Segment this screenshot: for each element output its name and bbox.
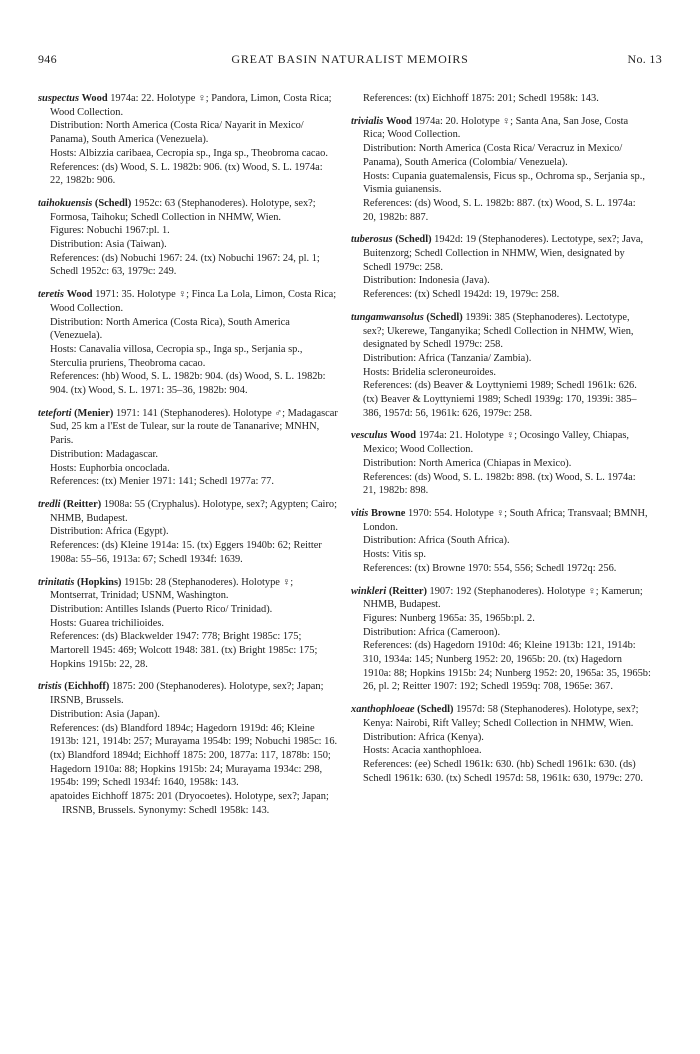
entry-detail: Hosts: Euphorbia oncoclada. [50,462,170,474]
species-entry [351,311,651,421]
species-author: (Schedl) [426,311,463,323]
entry-detail: Distribution: Africa (Egypt). [50,526,169,538]
running-title: GREAT BASIN NATURALIST MEMOIRS [231,52,469,66]
species-name: trinitatis [38,576,75,588]
species-author: (Eichhoff) [64,681,110,693]
species-entry [38,407,338,489]
entry-detail: Distribution: Indonesia (Java). [363,275,490,287]
species-entry [38,576,338,672]
synonym-entry: apatoides Eichhoff 1875: 201 (Dryocoetes). Holotype, sex?; Japan; IRSNB, Brussels. Synonymy: Schedl 1958k: 143. [50,791,329,816]
entry-detail: References: (tx) Menier 1971: 141; Schedl 1977a: 77. [50,476,274,488]
entry-heading [38,680,338,707]
entry-heading [351,233,651,274]
species-author: (Schedl) [395,234,432,246]
species-entry [38,680,338,817]
entry-detail: Distribution: North America (Costa Rica/ Nayarit in Mexico/ Panama), South America (Venezuela). [50,120,304,146]
entry-detail: Hosts: Albizzia caribaea, Cecropia sp., Inga sp., Theobroma cacao. [50,147,328,159]
type-information: 1971: 35. Holotype ♀; Finca La Lola, Limon, Costa Rica; Wood Collection. [50,289,337,314]
entry-detail: References: (ds) Blandford 1894c; Hagedorn 1919d: 46; Kleine 1913b: 121, 1914b: 257; Murayama 1954b: 199; Nobuchi 1985c: 16. (tx) Blandford 1894d; Eichhoff 1875: 200, 1877a: 117, 1878b: 150; Hagedorn 1910a: 88; Hopkins 1915b: 24; Murayama 1934c: 298, 1954b: 199; Schedl 1934f: 1640, 1958k: 143. [50,722,338,789]
species-entry [38,92,338,188]
entry-detail: Distribution: Asia (Taiwan). [50,239,167,251]
entry-detail: Distribution: Madagascar. [50,448,158,460]
entry-detail: References: (ds) Wood, S. L. 1982b: 906. (tx) Wood, S. L. 1974a: 22, 1982b: 906. [50,161,323,187]
species-name: taihokuensis [38,197,93,209]
species-entry [351,703,651,785]
entry-heading [351,115,651,142]
species-name: tungamwansolus [351,311,424,323]
species-entry [351,585,651,695]
entry-heading [351,429,651,456]
species-entry [351,92,651,106]
species-author: Wood [385,115,412,127]
species-entry [351,507,651,576]
species-name: suspectus [38,93,79,104]
species-name: tredli [38,498,61,510]
species-name: vitis [351,507,369,519]
species-author: Wood [81,93,108,104]
species-entry [351,233,651,302]
species-author: (Menier) [74,407,114,419]
entry-detail: Distribution: Antilles Islands (Puerto Rico/ Trinidad). [50,603,273,615]
entry-detail: References: (ds) Wood, S. L. 1982b: 887. (tx) Wood, S. L. 1974a: 20, 1982b: 887. [363,197,636,223]
entry-detail: Distribution: North America (Costa Rica/ Veracruz in Mexico/ Panama), South America (Colombia/ Venezuela). [363,143,623,168]
species-entry [351,429,651,498]
entry-detail: References: (tx) Eichhoff 1875: 201; Schedl 1958k: 143. [363,93,599,104]
type-information: 1974a: 21. Holotype ♀; Ocosingo Valley, Chiapas, Mexico; Wood Collection. [363,430,629,456]
entry-detail: References: (ds) Beaver & Loyttyniemi 1989; Schedl 1961k: 626. (tx) Beaver & Loyttyniemi 1989; Schedl 1939g: 170, 1939i: 385–386, 1957d: 56, 1961k: 626, 1979c: 258. [363,380,637,419]
type-information: 1915b: 28 (Stephanoderes). Holotype ♀; Montserrat, Trinidad; USNM, Washington. [50,576,294,602]
entry-detail: Distribution: Africa (Tanzania/ Zambia). [363,352,532,364]
entry-heading [351,311,651,352]
entry-detail: Distribution: Africa (South Africa). [363,535,510,547]
species-entry [38,197,338,279]
entry-heading [351,585,651,612]
entry-detail: Hosts: Bridelia scleroneuroides. [363,366,497,378]
species-entry [38,288,338,398]
species-name: tristis [38,681,62,693]
entry-detail: References: (tx) Schedl 1942d: 19, 1979c: 258. [363,289,560,301]
entry-heading [38,498,338,525]
entry-detail: References: (tx) Browne 1970: 554, 556; Schedl 1972q: 256. [363,562,617,574]
species-name: vesculus [351,430,388,442]
species-author: (Schedl) [417,704,454,716]
entry-heading [38,197,338,224]
entry-detail: Hosts: Acacia xanthophloea. [363,745,482,757]
type-information: 1907: 192 (Stephanoderes). Holotype ♀; Kamerun; NHMB, Budapest. [363,585,643,611]
type-information: 1952c: 63 (Stephanoderes). Holotype, sex?; Formosa, Taihoku; Schedl Collection in NHMW, Wien. [50,197,316,223]
entry-heading [38,407,338,448]
entry-detail: Distribution: Africa (Kenya). [363,731,484,743]
entry-detail: Figures: Nobuchi 1967:pl. 1. [50,225,170,237]
species-author: Browne [370,507,406,519]
entry-detail: References: (ds) Nobuchi 1967: 24. (tx) Nobuchi 1967: 24, pl. 1; Schedl 1952c: 63, 1979c: 249. [50,252,320,278]
entry-detail: Hosts: Vitis sp. [363,549,426,561]
type-information: 1974a: 20. Holotype ♀; Santa Ana, San Jose, Costa Rica; Wood Collection. [363,115,629,141]
entry-detail: Figures: Nunberg 1965a: 35, 1965b:pl. 2. [363,612,535,624]
page-number: 946 [38,52,57,66]
species-name: tuberosus [351,234,393,246]
species-author: (Reitter) [63,498,102,510]
volume-number: No. 13 [627,52,662,66]
entry-detail: Hosts: Cupania guatemalensis, Ficus sp., Ochroma sp., Serjania sp., Vismia guianensis. [363,170,645,196]
species-author: (Reitter) [388,585,427,597]
right-column [351,92,651,794]
entry-detail: References: (ds) Hagedorn 1910d: 46; Kleine 1913b: 121, 1914b: 310, 1934a: 145; Nunberg 1952: 20, 1965b: 20. (tx) Hagedorn 1910a: 88; Hopkins 1915b: 24; Nunberg 1952: 20, 1965a: 35, 1965b: 26, pl. 2; Reitter 1907: 192; Schedl 1959q: 708, 1965e: 367. [363,640,651,693]
species-name: xanthophloeae [351,704,415,716]
species-author: Wood [66,289,93,301]
entry-detail: Distribution: Asia (Japan). [50,708,160,720]
type-information: 1957d: 58 (Stephanoderes). Holotype, sex?; Kenya: Nairobi, Rift Valley; Schedl Collection in NHMW, Wien. [363,704,639,729]
entry-heading [351,507,651,534]
entry-heading [38,576,338,603]
type-information: 1974a: 22. Holotype ♀; Pandora, Limon, Costa Rica; Wood Collection. [50,93,332,118]
species-name: teretis [38,289,64,301]
species-name: teteforti [38,407,72,419]
type-information: 1942d: 19 (Stephanoderes). Lectotype, sex?; Java, Buitenzorg; Schedl Collection in NHMW, Wien, designated by Schedl 1979c: 258. [363,234,644,273]
species-author: (Schedl) [94,197,132,209]
entry-detail: Hosts: Guarea trichilioides. [50,617,164,629]
entry-detail: References: (ds) Wood, S. L. 1982b: 898. (tx) Wood, S. L. 1974a: 21, 1982b: 898. [363,471,636,497]
type-information: 1908a: 55 (Cryphalus). Holotype, sex?; Agypten; Cairo; NHMB, Budapest. [50,498,337,524]
entry-detail: Distribution: Africa (Cameroon). [363,626,501,638]
entry-detail: Hosts: Canavalia villosa, Cecropia sp., Inga sp., Serjania sp., Sterculia pruriens, Theobroma cacao. [50,343,303,369]
left-column [38,92,338,826]
type-information: 1939i: 385 (Stephanoderes). Lectotype, sex?; Ukerewe, Tanganyika; Schedl Collection in NHMW, Wien, designated by Schedl 1979c: 258. [363,311,634,351]
species-author: Wood [389,430,416,442]
entry-detail: Distribution: North America (Chiapas in Mexico). [363,457,572,469]
species-entry [38,498,338,567]
type-information: 1875: 200 (Stephanoderes). Holotype, sex?; Japan; IRSNB, Brussels. [50,681,324,707]
type-information: 1971: 141 (Stephanoderes). Holotype ♂; Madagascar Sud, 25 km a l'Est de Tulear, sur la route de Tananarive; MNHN, Paris. [50,407,338,447]
species-author: (Hopkins) [77,576,122,588]
type-information: 1970: 554. Holotype ♀; South Africa; Transvaal; BMNH, London. [363,507,648,533]
entry-detail: Distribution: North America (Costa Rica), South America (Venezuela). [50,316,290,342]
entry-heading [351,703,651,730]
species-name: winkleri [351,585,387,597]
entry-heading [38,92,338,119]
entry-heading [38,288,338,315]
entry-detail: References: (ds) Blackwelder 1947: 778; Bright 1985c: 175; Martorell 1945: 469; Wolcott 1948: 381. (tx) Bright 1985c: 175; Hopkins 1915b: 22, 28. [50,631,318,670]
entry-detail: References: (hb) Wood, S. L. 1982b: 904. (ds) Wood, S. L. 1982b: 904. (tx) Wood, S. L. 1971: 35–36, 1982b: 904. [50,371,326,397]
entry-detail: References: (ds) Kleine 1914a: 15. (tx) Eggers 1940b: 62; Reitter 1908a: 55–56, 1913a: 67; Schedl 1934f: 1639. [50,540,322,565]
species-entry [351,115,651,225]
species-name: trivialis [351,115,384,127]
entry-detail: References: (ee) Schedl 1961k: 630. (hb) Schedl 1961k: 630. (ds) Schedl 1961k: 630. (tx) Schedl 1957d: 58, 1961k: 630, 1979c: 270. [363,758,643,784]
